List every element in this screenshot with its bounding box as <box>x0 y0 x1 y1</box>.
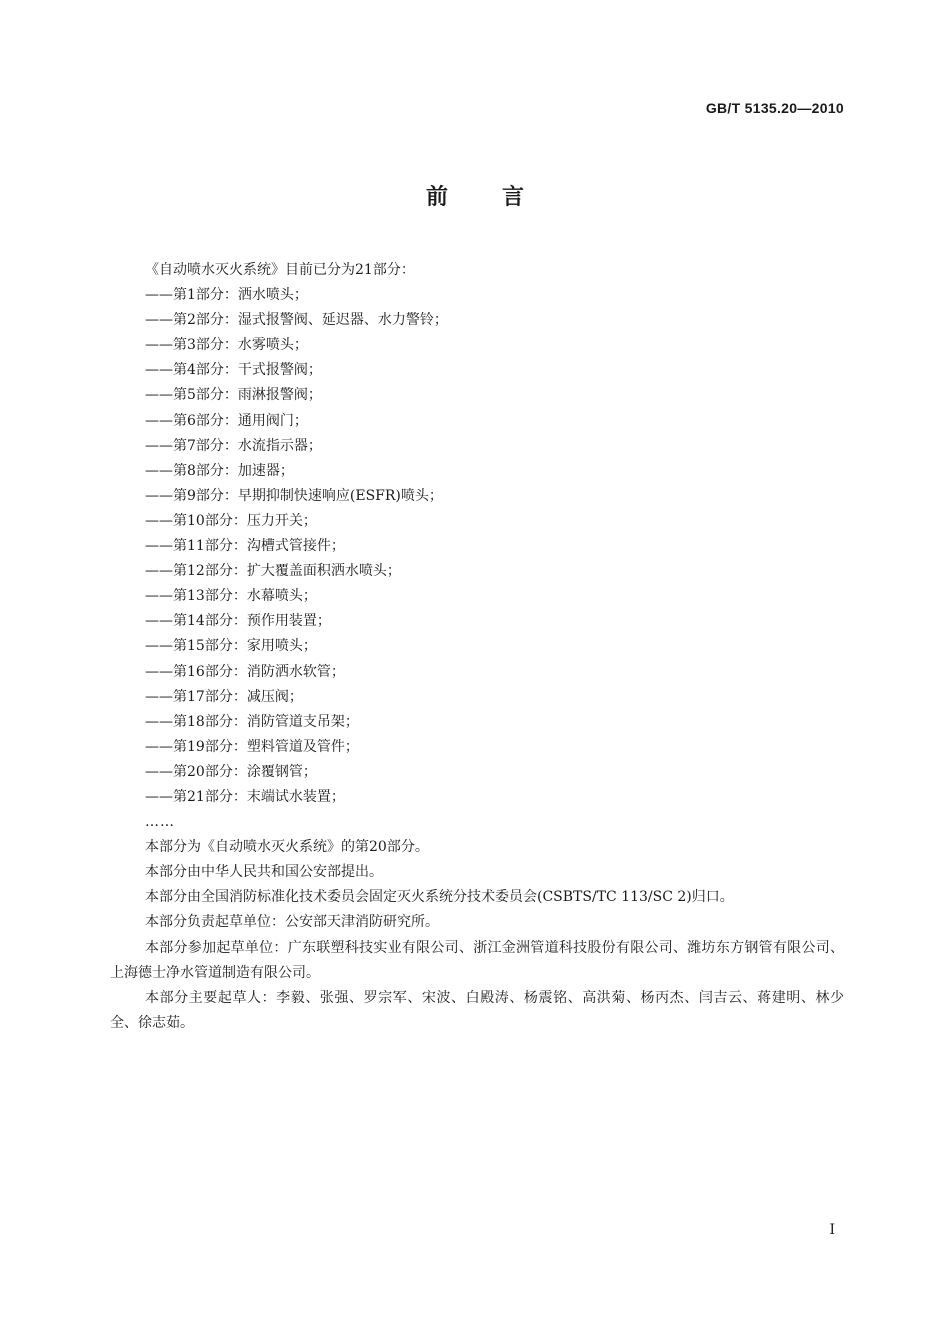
list-ellipsis: …… <box>145 814 175 831</box>
list-item: ——第12部分：扩大覆盖面积洒水喷头； <box>145 563 401 580</box>
list-item: ——第19部分：塑料管道及管件； <box>145 738 359 755</box>
list-item: ——第17部分：减压阀； <box>145 688 303 705</box>
intro-line: 《自动喷水灭火系统》目前已分为21部分： <box>145 262 415 278</box>
list-item: ——第14部分：预作用装置； <box>145 613 331 630</box>
page-title: 前言 <box>425 185 578 210</box>
list-item: ——第8部分：加速器； <box>145 462 294 479</box>
list-item: ——第1部分：洒水喷头； <box>145 287 308 304</box>
paragraph-participating-units: 本部分参加起草单位：广东联塑科技实业有限公司、浙江金洲管道科技股份有限公司、潍坊东方钢管有限公司、上海德士净水管道制造有限公司。 <box>110 939 844 981</box>
paragraph-part-statement: 本部分为《自动喷水灭火系统》的第20部分。 <box>145 839 429 856</box>
list-item: ——第13部分：水幕喷头； <box>145 588 317 605</box>
list-item: ——第6部分：通用阀门； <box>145 412 308 429</box>
list-item: ——第4部分：干式报警阀； <box>145 362 322 379</box>
document-body <box>110 258 844 1036</box>
list-item: ——第16部分：消防洒水软管； <box>145 663 345 680</box>
list-item: ——第7部分：水流指示器； <box>145 437 322 454</box>
list-item: ——第15部分：家用喷头； <box>145 638 317 655</box>
list-item: ——第11部分：沟槽式管接件； <box>145 538 345 555</box>
parts-list <box>110 283 844 810</box>
standard-number: GB/T 5135.20—2010 <box>705 100 844 116</box>
list-item: ——第3部分：水雾喷头； <box>145 337 308 354</box>
list-item: ——第10部分：压力开关； <box>145 512 317 529</box>
list-item: ——第18部分：消防管道支吊架； <box>145 713 359 730</box>
list-item: ——第21部分：末端试水装置； <box>145 788 345 805</box>
paragraph-drafters: 本部分主要起草人：李毅、张强、罗宗军、宋波、白殿涛、杨震铭、高洪菊、杨丙杰、闫吉云、蒋建明、林少全、徐志茹。 <box>110 989 844 1031</box>
page-number: I <box>829 1222 835 1238</box>
list-item: ——第2部分：湿式报警阀、延迟器、水力警铃； <box>145 312 448 329</box>
paragraph-drafting-unit: 本部分负责起草单位：公安部天津消防研究所。 <box>145 914 439 931</box>
list-item: ——第9部分：早期抑制快速响应(ESFR)喷头； <box>145 487 443 504</box>
list-item: ——第5部分：雨淋报警阀； <box>145 387 322 404</box>
list-item: ——第20部分：涂覆钢管； <box>145 763 317 780</box>
paragraph-proposer: 本部分由中华人民共和国公安部提出。 <box>145 864 383 881</box>
paragraph-committee: 本部分由全国消防标准化技术委员会固定灭火系统分技术委员会(CSBTS/TC 113/SC 2)归口。 <box>145 889 734 906</box>
